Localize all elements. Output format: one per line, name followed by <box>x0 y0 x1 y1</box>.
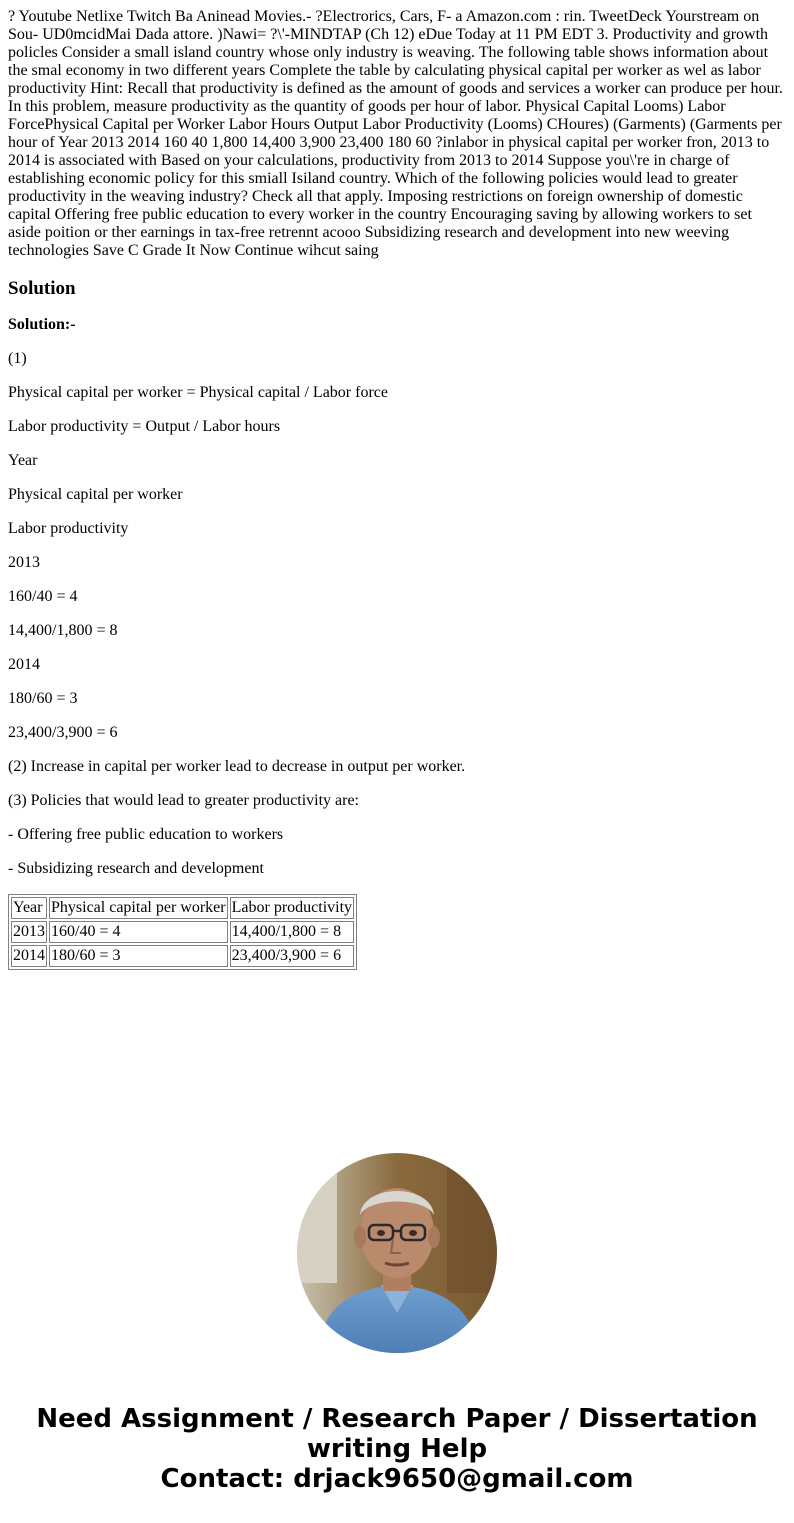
table-cell: 14,400/1,800 = 8 <box>230 921 354 943</box>
table-cell: 2013 <box>11 921 47 943</box>
table-header-row <box>11 897 354 919</box>
solution-line: Physical capital per worker <box>8 486 183 503</box>
solution-line: Labor productivity <box>8 520 129 537</box>
question-text: ? Youtube Netlixe Twitch Ba Aninead Movies.- ?Electrorics, Cars, F- a Amazon.com : rin. TweetDeck Yourstream on Sou- UD0mcidMai Dada attore. )Nawi= ?\'-MINDTAP (Ch 12) eDue Today at 11 PM EDT 3. Productivity and growth policles Consider a small island country whose only industry is weaving. The following table shows information about the smal economy in two different years Complete the table by calculating physical capital per worker as wel as labor productivity Hint: Recall that productivity is defined as the amount of goods and services a worker can produce per hour. In this problem, measure productivity as the quantity of goods per hour of labor. Physical Capital Looms) Labor ForcePhysical Capital per Worker Labor Hours Output Labor Productivity (Looms) CHoures) (Garments) (Garments per hour of Year 2013 2014 160 40 1,800 14,400 3,900 23,400 180 60 ?inlabor in physical capital per worker fron, 2013 to 2014 is associated with Based on your calculations, productivity from 2013 to 2014 Suppose you\'re in charge of establishing economic policy for this smiall Isiland country. Which of the following policies would lead to greater productivity in the weaving industry? Check all that apply. Imposing restrictions on foreign ownership of domestic capital Offering free public education to every worker in the country Encouraging saving by allowing workers to set aside poition or ther earnings in tax-free retrennt acooo Subsidizing research and development into new weeving technologies Save C Grade It Now Continue wihcut saing <box>8 8 783 259</box>
table-cell: 180/60 = 3 <box>49 945 228 967</box>
solution-line: 14,400/1,800 = 8 <box>8 622 118 639</box>
footer-line: Need Assignment / Research Paper / Dissertation <box>36 1404 758 1434</box>
table-header-cell: Labor productivity <box>230 897 354 919</box>
solution-line: 180/60 = 3 <box>8 690 78 707</box>
table-cell: 23,400/3,900 = 6 <box>230 945 354 967</box>
table-cell: 2014 <box>11 945 47 967</box>
solution-line: Year <box>8 452 38 469</box>
solution-line: 2014 <box>8 656 40 673</box>
table-header-cell: Physical capital per worker <box>49 897 228 919</box>
solution-heading: Solution <box>8 278 76 299</box>
solution-line: 160/40 = 4 <box>8 588 78 605</box>
solution-line: Labor productivity = Output / Labor hours <box>8 418 281 435</box>
solution-label: Solution:- <box>8 316 76 333</box>
avatar <box>297 1153 497 1353</box>
table-row <box>11 921 354 943</box>
solution-line: - Subsidizing research and development <box>8 860 264 877</box>
footer-banner <box>0 1404 794 1494</box>
footer-line: writing Help <box>306 1434 488 1464</box>
solution-line: (1) <box>8 350 27 367</box>
table-cell: 160/40 = 4 <box>49 921 228 943</box>
table-header-cell: Year <box>11 897 47 919</box>
solution-line: - Offering free public education to workers <box>8 826 284 843</box>
results-table <box>8 894 357 970</box>
solution-line: (3) Policies that would lead to greater productivity are: <box>8 792 359 809</box>
avatar-photo <box>297 1153 497 1353</box>
solution-line: (2) Increase in capital per worker lead to decrease in output per worker. <box>8 758 466 775</box>
solution-line: Physical capital per worker = Physical capital / Labor force <box>8 384 388 401</box>
table-row <box>11 945 354 967</box>
footer-contact: Contact: drjack9650@gmail.com <box>160 1464 634 1494</box>
solution-line: 23,400/3,900 = 6 <box>8 724 118 741</box>
solution-line: 2013 <box>8 554 40 571</box>
